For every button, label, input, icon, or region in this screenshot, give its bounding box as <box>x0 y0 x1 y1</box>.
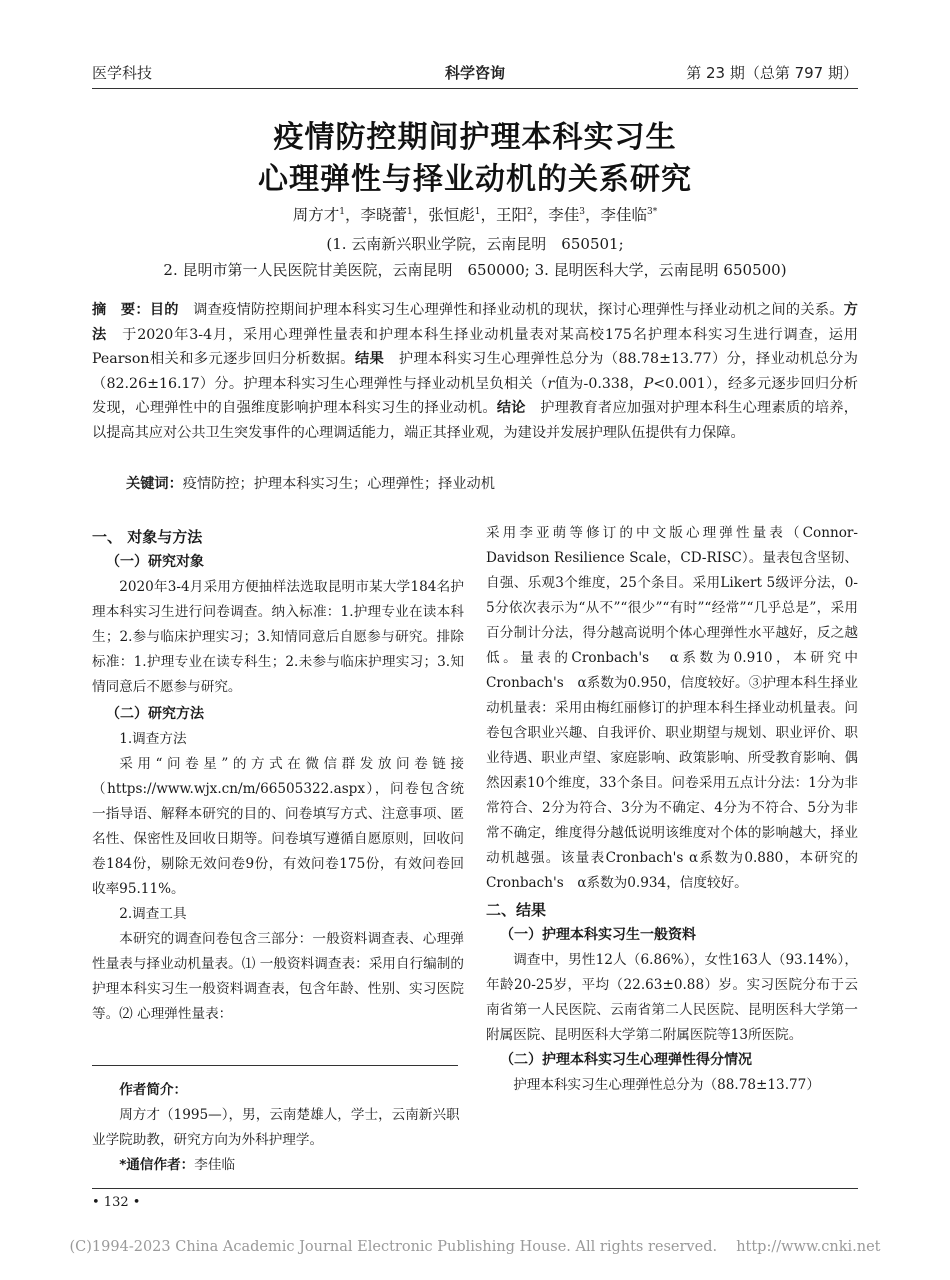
paragraph: 2020年3-4月采用方便抽样法选取昆明市某大学184名护理本科实习生进行问卷调查。纳入标准：1.护理专业在读本科生；2.参与临床护理实习；3.知情同意后自愿参与研究。排除标准：1.护理专业在读专科生；2.未参与临床护理实习；3.知情同意后不愿参与研究。 <box>92 579 464 695</box>
paragraph: 本研究的调查问卷包含三部分：一般资料调查表、心理弹性量表与择业动机量表。⑴ 一般资料调查表：采用自行编制的护理本科实习生一般资料调查表，包含年龄、性别、实习医院等。⑵ 心理弹性量表： <box>92 931 464 1022</box>
abstract-objective-label: 目的 <box>149 302 179 318</box>
left-column <box>92 521 464 1027</box>
footer-divider <box>92 1188 858 1189</box>
author-name: 李佳临 <box>600 206 648 224</box>
author-name: 李晓蕾 <box>360 206 407 224</box>
paragraph: 采用李亚萌等修订的中文版心理弹性量表（Connor-Davidson Resilience Scale，CD-RISC）。量表包含坚韧、自强、乐观3个维度，25个条目。采用Likert 5级评分法，0-5分依次表示为“从不”“很少”“有时”“经常”“几乎总是”，采用百分制计分法，得分越高说明个体心理弹性水平越好，反之越低。量表的Cronbach's α系数为0.910，本研究中Cronbach's α系数为0.950，信度较好。③护理本科生择业动机量表：采用由梅红丽修订的护理本科生择业动机量表。问卷包含职业兴趣、自我评价、职业期望与规划、职业评价、职业待遇、职业声望、家庭影响、政策影响、所受教育影响、偶然因素10个维度，33个条目。问卷采用五点计分法：1分为非常符合、2分为符合、3分为不确定、4分为不符合、5分为非常不确定，维度得分越低说明该维度对个体的影响越大，择业动机越强。该量表Cronbach's α系数为0.880，本研究的Cronbach's α系数为0.934，信度较好。 <box>486 525 858 891</box>
author-name: 张恒彪 <box>428 206 475 224</box>
author-note-title: 作者简介： <box>119 1082 188 1098</box>
abstract-result: <0.001），经多元逐步回归分析发现，心理弹性中的自强维度影响护理本科实习生的择业动机。 <box>92 375 858 417</box>
abstract-method: 于2020年3-4月，采用心理弹性量表和护理本科生择业动机量表对某高校175名护理本科实习生进行调查，运用Pearson相关和多元逐步回归分析数据。 <box>92 326 858 368</box>
right-column <box>486 521 858 1098</box>
subsection-heading: （一）研究对象 <box>106 554 204 570</box>
author-name: 李佳 <box>548 206 580 224</box>
article-title-line-1: 疫情防控期间护理本科实习生 <box>273 120 677 155</box>
abstract-method-label: 方法 <box>92 302 858 343</box>
journal-name: 科学咨询 <box>444 64 505 82</box>
footnote-divider <box>92 1065 458 1066</box>
keywords-label: 关键词： <box>126 476 183 492</box>
abstract-result-label: 结果 <box>354 351 385 368</box>
keywords <box>126 472 858 496</box>
journal-section-label: 医学科技 <box>92 64 153 82</box>
subsubsection-heading: 2.调查工具 <box>119 906 187 922</box>
abstract-result-p: P <box>643 375 654 392</box>
copyright-watermark: (C)1994-2023 China Academic Journal Electronic Publishing House. All rights reserved. http://www.cnki.net <box>69 1239 881 1255</box>
abstract-result-r: r <box>547 375 555 392</box>
author-name: 王阳 <box>496 206 528 224</box>
paragraph: 采用“问卷星”的方式在微信群发放问卷链接（https://www.wjx.cn/m/66505322.aspx），问卷包含统一指导语、解释本研究的目的、问卷填写方式、注意事项、匿名性、保密性及回收日期等。问卷填写遵循自愿原则，回收问卷184份，剔除无效问卷9份，有效问卷175份，有效问卷回收率95.11%。 <box>92 756 464 897</box>
author-bio: 周方才（1995—），男，云南楚雄人，学士，云南新兴职业学院助教，研究方向为外科护理学。 <box>92 1107 460 1148</box>
author-list: 周方才$^1$，李晓蕾$^1$，张恒彪$^1$，王阳$^2$，李佳$^3$，李佳临$^{3*}$ <box>292 206 658 224</box>
section-heading: 二、结果 <box>486 901 547 919</box>
author-name: 周方才 <box>292 206 340 224</box>
keywords-text: 疫情防控；护理本科实习生；心理弹性；择业动机 <box>182 476 495 492</box>
corresponding-author-name: 李佳临 <box>194 1157 236 1173</box>
affiliation-line-1: (1. 云南新兴职业学院，云南昆明 650501; <box>326 235 624 253</box>
abstract-conclusion: 护理教育者应加强对护理本科生心理素质的培养，以提高其应对公共卫生突发事件的心理调适能力，端正其择业观，为建设并发展护理队伍提供有力保障。 <box>92 400 858 441</box>
author-affil-mark: 3* <box>647 206 658 217</box>
author-note <box>92 1078 464 1178</box>
section-heading: 一、 对象与方法 <box>92 528 203 546</box>
abstract-conclusion-label: 结论 <box>496 400 526 417</box>
subsubsection-heading: 1.调查方法 <box>119 731 187 747</box>
abstract <box>92 298 858 446</box>
header-divider <box>92 88 858 89</box>
abstract-result: 值为-0.338， <box>554 375 644 392</box>
affiliation-line-2: 2. 昆明市第一人民医院甘美医院，云南昆明 650000; 3. 昆明医科大学，云南昆明 650500) <box>163 261 787 279</box>
author-affil-mark: 2 <box>527 206 533 217</box>
abstract-objective: 调查疫情防控期间护理本科实习生心理弹性和择业动机的现状，探讨心理弹性与择业动机之间的关系。 <box>178 302 844 318</box>
paragraph: 护理本科实习生心理弹性总分为（88.78±13.77） <box>513 1077 820 1093</box>
author-affil-mark: 3 <box>579 206 586 217</box>
page-number: • 132 • <box>92 1195 141 1210</box>
subsection-heading: （二）护理本科实习生心理弹性得分情况 <box>500 1052 752 1068</box>
corresponding-author-label: *通信作者： <box>119 1157 195 1173</box>
author-affil-mark: 1 <box>474 206 481 217</box>
paragraph: 调查中，男性12人（6.86%），女性163人（93.14%），年龄20-25岁，平均（22.63±0.88）岁。实习医院分布于云南省第一人民医院、云南省第二人民医院、昆明医科大学第一附属医院、昆明医科大学第二附属医院等13所医院。 <box>486 952 858 1043</box>
abstract-result: 护理本科实习生心理弹性总分为（88.78±13.77）分，择业动机总分为（82.26±16.17）分。护理本科实习生心理弹性与择业动机呈负相关（ <box>92 351 858 392</box>
article-title-line-2: 心理弹性与择业动机的关系研究 <box>258 162 692 197</box>
author-affil-mark: 1 <box>339 206 345 217</box>
subsection-heading: （一）护理本科实习生一般资料 <box>500 927 696 943</box>
subsection-heading: （二）研究方法 <box>106 706 204 722</box>
author-affil-mark: 1 <box>406 206 413 217</box>
abstract-label: 摘 要： <box>92 302 150 318</box>
issue-number: 第 23 期（总第 797 期） <box>686 64 858 82</box>
